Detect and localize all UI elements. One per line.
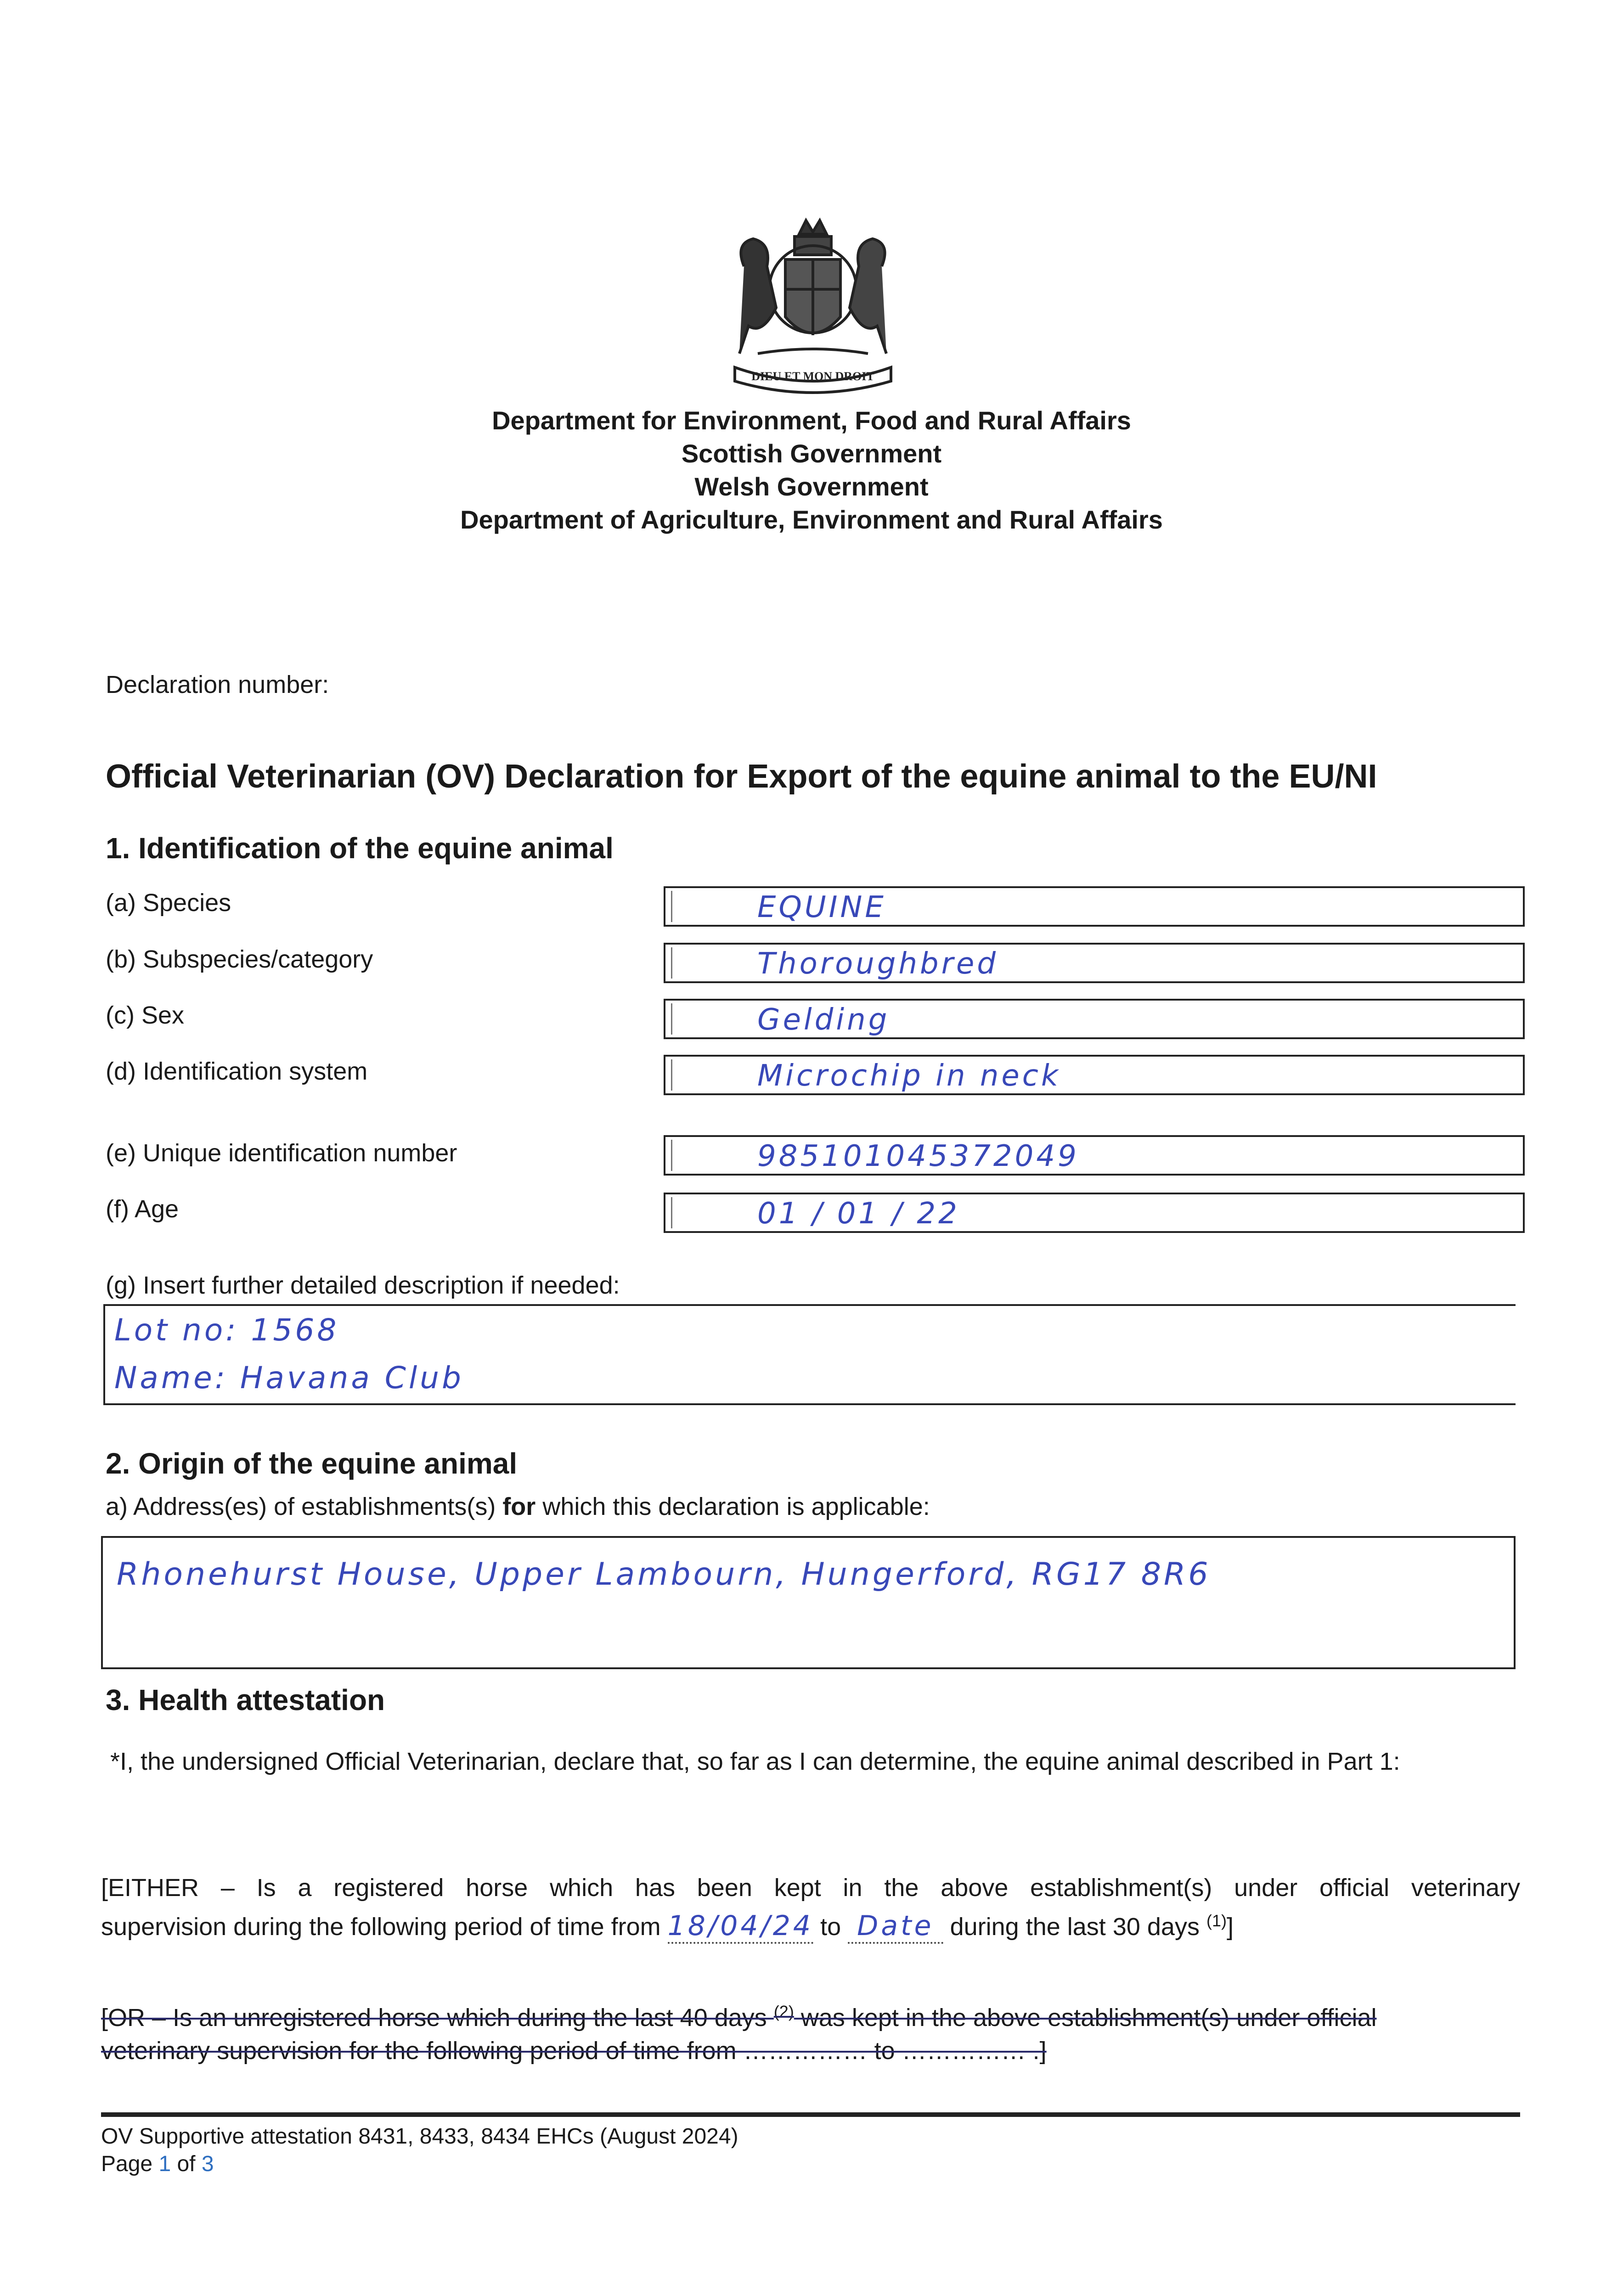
- description-label: (g) Insert further detailed description if needed:: [106, 1272, 620, 1299]
- page-total: 3: [201, 2152, 214, 2176]
- identification-system-value: Microchip in neck: [757, 1059, 1061, 1093]
- declaration-number-label: Declaration number:: [106, 671, 329, 698]
- sex-label: (c) Sex: [106, 1002, 185, 1029]
- address-field[interactable]: [101, 1536, 1516, 1669]
- identification-system-label: (d) Identification system: [106, 1058, 368, 1085]
- department-line-1: Department for Environment, Food and Rural Affairs: [492, 406, 1131, 435]
- document-title: Official Veterinarian (OV) Declaration for Export of the equine animal to the EU/NI: [106, 758, 1377, 795]
- either-pre: supervision during the following period of time from: [101, 1913, 668, 1941]
- footer-rule: [101, 2112, 1520, 2117]
- either-line-1: [EITHER – Is a registered horse which has been kept in the above establishment(s) under official veterinary: [101, 1874, 1520, 1902]
- age-value: 01 / 01 / 22: [757, 1197, 960, 1231]
- description-line-2: Name: Havana Club: [114, 1360, 464, 1396]
- field-tick: [671, 891, 672, 922]
- field-tick: [671, 947, 672, 979]
- royal-crest: [716, 216, 909, 400]
- either-to-date[interactable]: Date: [848, 1910, 943, 1944]
- unique-id-value: 985101045372049: [757, 1139, 1079, 1173]
- age-field[interactable]: [664, 1193, 1525, 1233]
- address-label: [106, 1492, 930, 1521]
- subspecies-field[interactable]: [664, 943, 1525, 983]
- either-post: during the last 30 days: [943, 1913, 1206, 1941]
- subspecies-label: (b) Subspecies/category: [106, 945, 373, 973]
- subspecies-value: Thoroughbred: [757, 947, 998, 981]
- department-line-3: Welsh Government: [694, 472, 929, 501]
- section2-heading: 2. Origin of the equine animal: [106, 1447, 518, 1480]
- department-header: [0, 404, 1623, 536]
- unique-id-label: (e) Unique identification number: [106, 1139, 457, 1167]
- field-tick: [671, 1003, 672, 1035]
- royal-crest-icon: [716, 216, 909, 400]
- address-value: Rhonehurst House, Upper Lambourn, Hungerford, RG17 8R6: [117, 1556, 1211, 1593]
- sex-value: Gelding: [757, 1003, 890, 1037]
- either-footnote: (1): [1206, 1911, 1227, 1930]
- either-close: ]: [1226, 1913, 1234, 1941]
- or-line-1: [101, 1995, 1520, 2034]
- crest-motto: DIEU ET MON DROIT: [751, 370, 874, 383]
- field-tick: [671, 1140, 672, 1171]
- identification-system-field[interactable]: [664, 1055, 1525, 1095]
- species-field[interactable]: [664, 886, 1525, 927]
- or-line-2: veterinary supervision for the following period of time from …………… to …………… .]: [101, 2037, 1047, 2065]
- field-tick: [671, 1059, 672, 1091]
- field-tick: [671, 1197, 672, 1228]
- address-label-bold: for: [502, 1493, 536, 1520]
- address-label-post: which this declaration is applicable:: [535, 1493, 930, 1520]
- footer-page: [101, 2151, 214, 2177]
- address-label-pre: a) Address(es) of establishments(s): [106, 1493, 503, 1520]
- department-line-2: Scottish Government: [681, 439, 942, 468]
- description-field[interactable]: [103, 1304, 1516, 1405]
- either-line-2: [101, 1904, 1520, 1943]
- unique-id-field[interactable]: [664, 1135, 1525, 1176]
- or-clause: [101, 1995, 1520, 2067]
- either-to-word: to: [820, 1913, 848, 1941]
- sex-field[interactable]: [664, 999, 1525, 1039]
- page-current: 1: [158, 2152, 171, 2176]
- footer-doc-ref: OV Supportive attestation 8431, 8433, 8434 EHCs (August 2024): [101, 2124, 738, 2149]
- age-label: (f) Age: [106, 1195, 179, 1223]
- page-word: Page: [101, 2152, 159, 2176]
- or-footnote: (2): [773, 2002, 794, 2021]
- page-of: of: [171, 2152, 202, 2176]
- species-value: EQUINE: [757, 890, 886, 924]
- species-label: (a) Species: [106, 889, 231, 917]
- department-line-4: Department of Agriculture, Environment and Rural Affairs: [460, 505, 1163, 534]
- either-from-date[interactable]: 18/04/24: [668, 1910, 813, 1944]
- either-clause: [101, 1871, 1520, 1943]
- section1-heading: 1. Identification of the equine animal: [106, 832, 614, 865]
- health-intro: *I, the undersigned Official Veterinarian, declare that, so far as I can determine, the equine animal described in Part 1:: [110, 1748, 1400, 1775]
- description-line-1: Lot no: 1568: [114, 1312, 339, 1348]
- or-line-1-post: was kept in the above establishment(s) under official: [794, 2004, 1377, 2032]
- section3-heading: 3. Health attestation: [106, 1683, 385, 1716]
- or-line-1-pre: [OR – Is an unregistered horse which during the last 40 days: [101, 2004, 774, 2032]
